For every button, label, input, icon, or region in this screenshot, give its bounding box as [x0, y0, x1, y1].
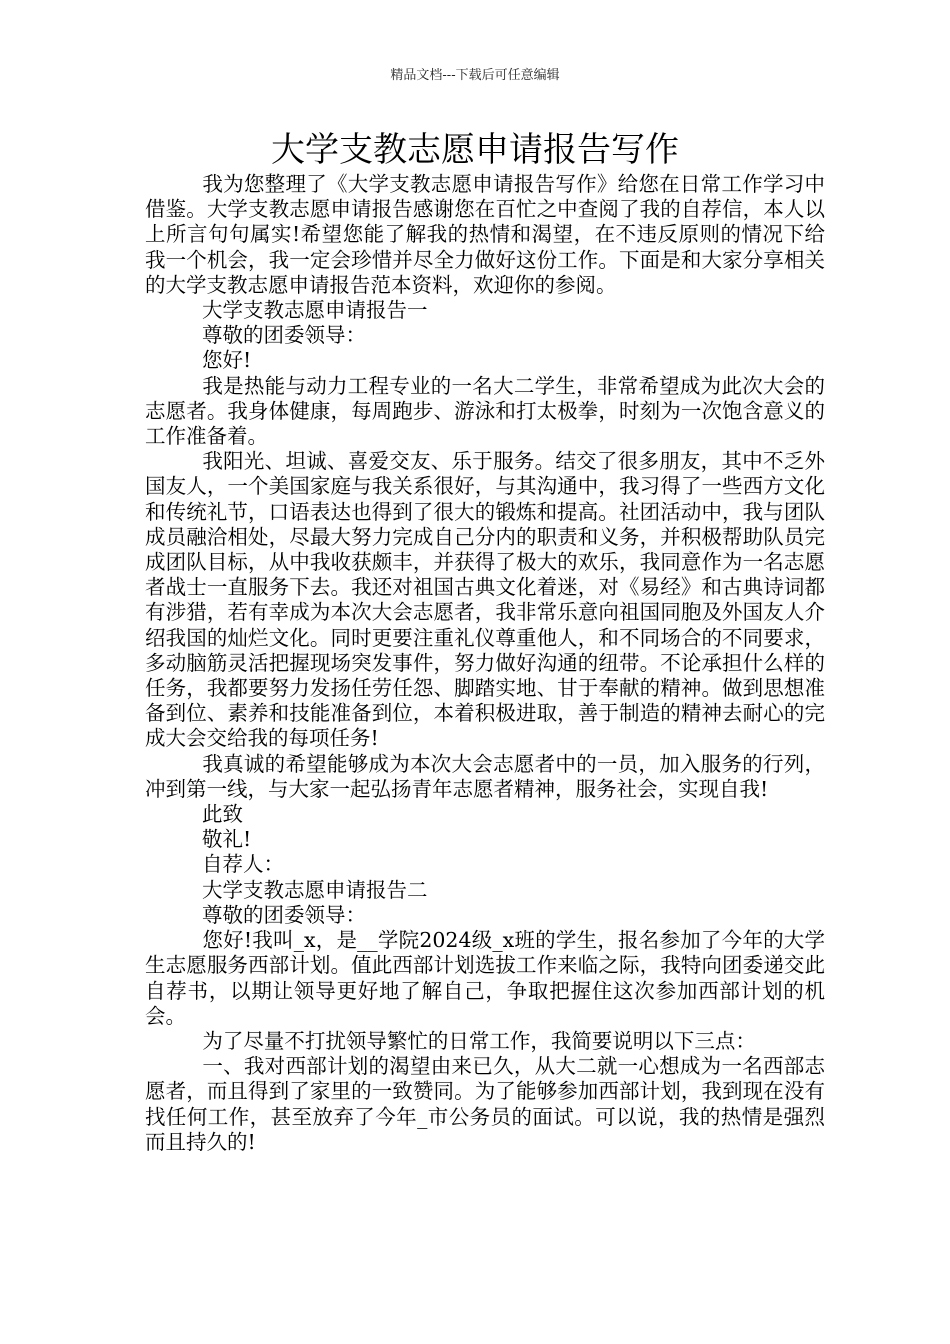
paragraph: 您好! [202, 348, 252, 373]
paragraph: 尊敬的团委领导： [202, 902, 366, 927]
header-note: 精品文档---下载后可任意编辑 [390, 68, 560, 83]
paragraph: 我阳光、坦诚、喜爱交友、乐于服务。结交了很多朋友，其中不乏外国友人，一个美国家庭与我关系很好，与其沟通中，我习得了一些西方文化和传统礼节，口语表达也得到了很大的锻炼和提高。社团活动中，我与团队成员融洽相处，尽最大努力完成自己分内的职责和义务，并积极帮助队员完成团队目标，从中我收获颇丰，并获得了极大的欢乐，我同意作为一名志愿者战士一直服务下去。我还对祖国古典文化着迷，对《易经》和古典诗词都有涉猎，若有幸成为本次大会志愿者，我非常乐意向祖国同胞及外国友人介绍我国的灿烂文化。同时更要注重礼仪尊重他人，和不同场合的不同要求，多动脑筋灵活把握现场突发事件，努力做好沟通的纽带。不论承担什么样的任务，我都要努力发扬任劳任怨、脚踏实地、甘于奉献的精神。做到思想准备到位、素养和技能准备到位，本着积极进取，善于制造的精神去耐心的完成大会交给我的每项任务! [145, 449, 825, 751]
paragraph: 为了尽量不打扰领导繁忙的日常工作，我简要说明以下三点： [202, 1028, 756, 1053]
paragraph: 我为您整理了《大学支教志愿申请报告写作》给您在日常工作学习中借鉴。大学支教志愿申请报告感谢您在百忙之中查阅了我的自荐信，本人以上所言句句属实!希望您能了解我的热情和渴望，在不违反原则的情况下给我一个机会，我一定会珍惜并尽全力做好这份工作。下面是和大家分享相关的大学支教志愿申请报告范本资料，欢迎你的参阅。 [145, 172, 825, 297]
paragraph: 我是热能与动力工程专业的一名大二学生，非常希望成为此次大会的志愿者。我身体健康，每周跑步、游泳和打太极拳，时刻为一次饱含意义的工作准备着。 [145, 373, 825, 449]
paragraph: 自荐人： [202, 852, 284, 877]
paragraph: 一、我对西部计划的渴望由来已久，从大二就一心想成为一名西部志愿者，而且得到了家里的一致赞同。为了能够参加西部计划，我到现在没有找任何工作，甚至放弃了今年_市公务员的面试。可以说，我的热情是强烈而且持久的! [145, 1054, 825, 1154]
document-title: 大学支教志愿申请报告写作 [271, 130, 679, 170]
paragraph: 大学支教志愿申请报告一 [202, 298, 428, 323]
document-body [145, 172, 825, 1155]
paragraph: 尊敬的团委领导： [202, 323, 366, 348]
paragraph: 此致 [202, 802, 243, 827]
paragraph: 大学支教志愿申请报告二 [202, 877, 428, 902]
paragraph: 敬礼! [202, 827, 252, 852]
paragraph: 我真诚的希望能够成为本次大会志愿者中的一员，加入服务的行列，冲到第一线，与大家一起弘扬青年志愿者精神，服务社会，实现自我! [145, 751, 825, 801]
paragraph: 您好!我叫_x，是__学院2024级_x班的学生，报名参加了今年的大学生志愿服务西部计划。值此西部计划选拔工作来临之际，我特向团委递交此自荐书，以期让领导更好地了解自己，争取把握住这次参加西部计划的机会。 [145, 928, 825, 1028]
